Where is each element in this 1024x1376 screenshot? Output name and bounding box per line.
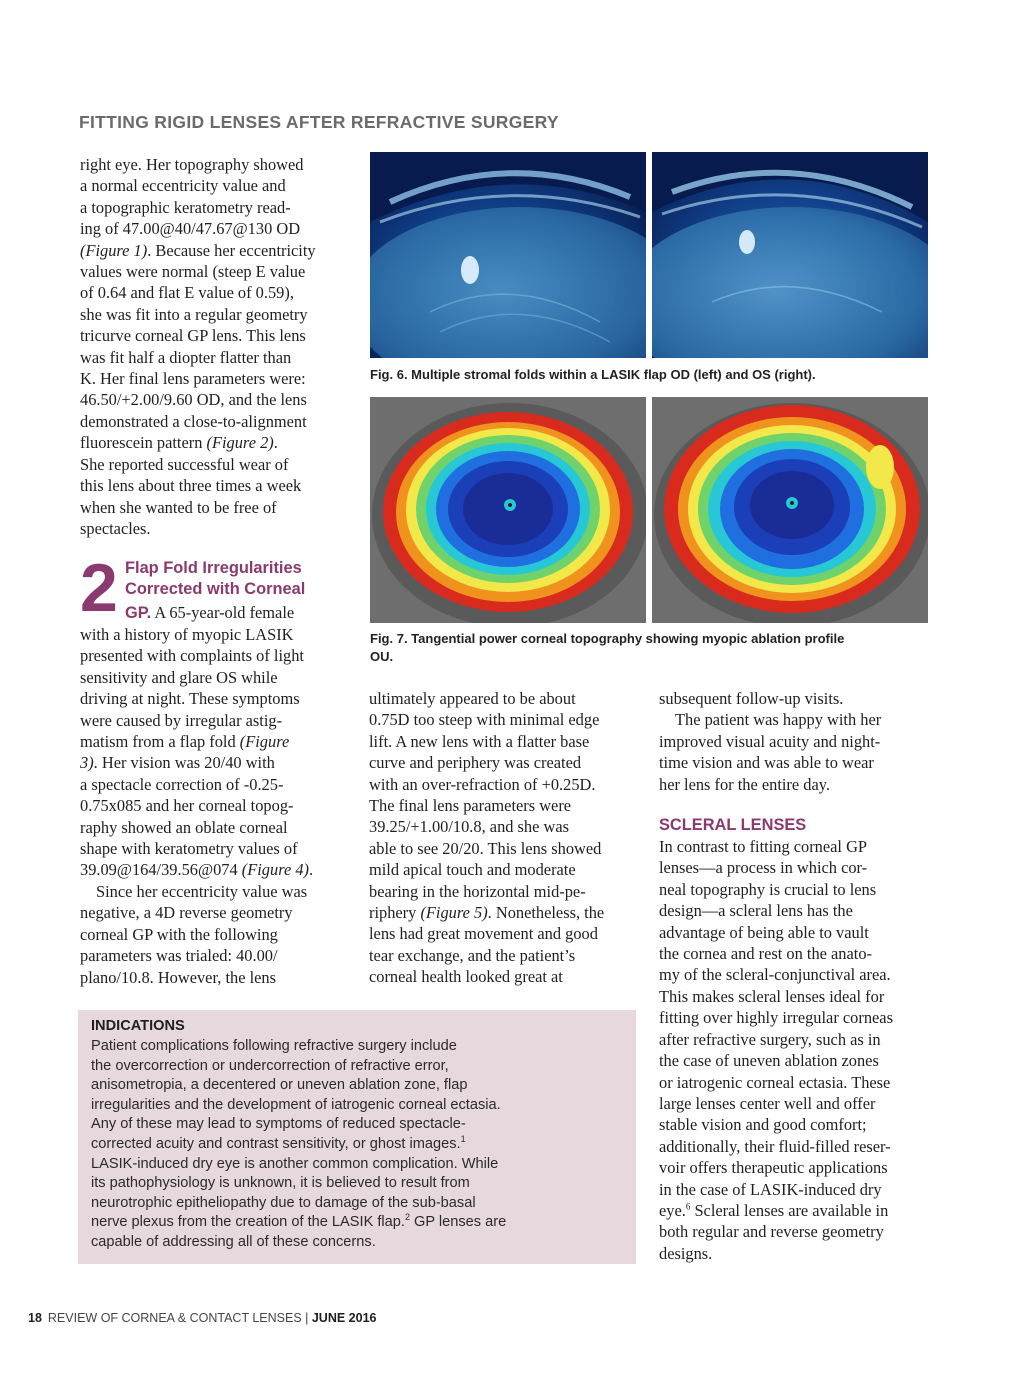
indications-sidebar [78,1010,636,1264]
text-fragment: matism from a flap fold [80,732,240,752]
text-line: both regular and reverse geometry [659,1222,884,1242]
text-line [80,752,348,773]
sidebar-title: INDICATIONS [91,1018,185,1034]
text-line: with an over-refraction of +0.25D. [369,774,596,794]
text-fragment: eye. [659,1200,686,1220]
text-line: my of the scleral-conjunctival area. [659,965,891,985]
text-line: She reported successful wear of [80,454,289,474]
text-fragment: nerve plexus from the creation of the LASIK flap. [91,1214,405,1231]
section-heading-scleral-lenses: SCLERAL LENSES [659,816,807,835]
text-line: were caused by irregular astig- [80,710,283,730]
figure-ref: (Figure 1) [80,240,148,260]
caption-line: Fig. 7. Tangential power corneal topography showing myopic ablation profile [370,631,845,646]
text-line: presented with complaints of light [80,646,304,666]
text-line: curve and periphery was created [369,753,582,773]
text-line: tear exchange, and the patient’s [369,945,576,965]
text-line: anisometropia, a decentered or uneven ablation zone, flap [91,1077,468,1094]
heading-fragment: GP. [125,604,152,622]
text-line: irregularities and the development of iatrogenic corneal ectasia. [91,1096,501,1113]
text-fragment: 39.09@164/39.56@074 [80,860,242,880]
figure-6-caption: Fig. 6. Multiple stromal folds within a LASIK flap OD (left) and OS (right). [370,367,816,382]
text-line: neurotrophic epitheliopathy due to damage of the sub-basal [91,1194,476,1211]
text-line: time vision and was able to wear [659,753,874,773]
text-line: parameters was trialed: 40.00/ [80,946,278,966]
text-line [80,432,348,453]
text-line: or iatrogenic corneal ectasia. These [659,1072,891,1092]
text-line: K. Her final lens parameters were: [80,369,306,389]
text-line: a normal eccentricity value and [80,176,286,196]
text-line: Patient complications following refractive surgery include [91,1038,457,1054]
text-line: lift. A new lens with a flatter base [369,731,590,751]
text-line: lenses—a process in which cor- [659,858,868,878]
figure-ref: (Figure [239,732,290,752]
text-line: large lenses center well and offer [659,1093,876,1113]
text-fragment: . [309,860,314,880]
text-fragment: fluorescein pattern [80,433,207,453]
column-3-paragraph [659,688,931,1264]
text-line: neal topography is crucial to lens [659,879,877,899]
figure-ref: 3) [80,753,94,773]
text-line: tricurve corneal GP lens. This lens [80,326,306,346]
text-line [91,1135,626,1155]
figure-6-left-image [370,152,646,358]
sidebar-body [91,1037,626,1253]
figure-7-right-map [652,397,928,623]
text-line [80,859,348,880]
running-header: FITTING RIGID LENSES AFTER REFRACTIVE SURGERY [79,112,559,132]
figure-ref: (Figure 4) [241,860,309,880]
text-fragment: . Because her eccentricity [147,240,316,260]
footnote-ref: 1 [460,1134,466,1145]
text-fragment: riphery [369,903,421,923]
text-line: advantage of being able to vault [659,922,869,942]
text-fragment: . [273,433,278,453]
text-line: the cornea and rest on the anato- [659,944,872,964]
text-line [369,902,641,923]
text-line: design—a scleral lens has the [659,901,853,921]
text-line: This makes scleral lenses ideal for [659,986,885,1006]
text-line: a topographic keratometry read- [80,197,291,217]
text-line: Since her eccentricity value was [96,881,308,901]
text-line: 39.25/+1.00/10.8, and she was [369,817,569,837]
text-line: after refractive surgery, such as in [659,1029,881,1049]
text-line: was fit half a diopter flatter than [80,347,292,367]
text-fragment: . Her vision was 20/40 with [93,753,275,773]
text-line: LASIK-induced dry eye is another common complication. While [91,1155,499,1172]
figure-7-caption [370,630,930,666]
text-line: lens had great movement and good [369,924,598,944]
publication-name: REVIEW OF CORNEA & CONTACT LENSES | [47,1311,312,1325]
text-line: Any of these may lead to symptoms of reduced spectacle- [91,1116,466,1133]
text-line: she was fit into a regular geometry [80,304,308,324]
text-fragment: A 65-year-old female [151,603,295,622]
page-number: 18 [28,1311,42,1325]
text-fragment: corrected acuity and contrast sensitivity, or ghost images. [91,1135,461,1152]
text-line: spectacles. [80,518,151,538]
text-line: in the case of LASIK-induced dry [659,1179,882,1199]
text-line: additionally, their fluid-filled reser- [659,1136,891,1156]
figure-7-left-map [370,397,646,623]
text-line [91,1213,626,1233]
text-line: ultimately appeared to be about [369,689,576,708]
heading-line: Flap Fold Irregularities [125,559,302,577]
text-line: this lens about three times a week [80,476,302,496]
text-line: designs. [659,1243,713,1263]
text-line: its pathophysiology is unknown, it is believed to result from [91,1175,470,1192]
text-line [80,731,348,752]
text-line: 0.75D too steep with minimal edge [369,710,600,730]
text-line: raphy showed an oblate corneal [80,817,288,837]
text-line: fitting over highly irregular corneas [659,1008,893,1028]
text-line: right eye. Her topography showed [80,155,304,174]
text-line: ing of 47.00@40/47.67@130 OD [80,219,301,239]
text-line [659,1200,931,1221]
text-fragment: . Nonetheless, the [487,903,605,923]
text-line: driving at night. These symptoms [80,689,300,709]
issue-date: JUNE 2016 [311,1311,377,1325]
text-line: demonstrated a close-to-alignment [80,411,307,431]
text-line: improved visual acuity and night- [659,731,881,751]
figure-ref: (Figure 5) [420,903,488,923]
text-line: mild apical touch and moderate [369,860,576,880]
footnote-ref: 6 [685,1201,691,1212]
text-line: able to see 20/20. This lens showed [369,838,602,858]
column-2-paragraph [369,688,641,988]
text-line: corneal GP with the following [80,924,278,944]
text-line: subsequent follow-up visits. [659,689,844,708]
footnote-ref: 2 [404,1212,410,1223]
text-fragment: Scleral lenses are available in [690,1200,889,1220]
heading-line: Corrected with Corneal [125,580,306,598]
caption-line: OU. [370,649,394,664]
text-line: a spectacle correction of -0.25- [80,774,284,794]
text-line: of 0.64 and flat E value of 0.59), [80,283,294,303]
column-1-paragraph [80,154,348,539]
text-line: values were normal (steep E value [80,262,306,282]
figure-ref: (Figure 2) [206,433,274,453]
text-line: with a history of myopic LASIK [80,625,294,644]
text-line: when she wanted to be free of [80,497,277,517]
text-line: 0.75x085 and her corneal topog- [80,796,294,816]
heading-line [125,602,294,624]
text-line: sensitivity and glare OS while [80,667,278,687]
section-2-body [80,624,348,988]
text-line: plano/10.8. However, the lens [80,967,276,987]
page-footer [28,1311,376,1325]
text-line [80,240,348,261]
text-line: voir offers therapeutic applications [659,1158,888,1178]
text-line: capable of addressing all of these concerns. [91,1233,376,1250]
text-fragment: GP lenses are [409,1214,507,1231]
text-line: the overcorrection or undercorrection of refractive error, [91,1057,449,1074]
text-line: bearing in the horizontal mid-pe- [369,881,586,901]
text-line: The patient was happy with her [675,710,882,730]
text-line: her lens for the entire day. [659,774,830,794]
text-line: negative, a 4D reverse geometry [80,903,293,923]
text-line: In contrast to fitting corneal GP [659,837,868,857]
text-line: shape with keratometry values of [80,839,298,859]
figure-6-right-image [652,152,928,358]
section-number: 2 [80,550,118,626]
text-line: corneal health looked great at [369,967,563,987]
text-line: The final lens parameters were [369,796,572,816]
text-line: 46.50/+2.00/9.60 OD, and the lens [80,390,307,410]
text-line: the case of uneven ablation zones [659,1051,879,1071]
text-line: stable vision and good comfort; [659,1115,867,1135]
